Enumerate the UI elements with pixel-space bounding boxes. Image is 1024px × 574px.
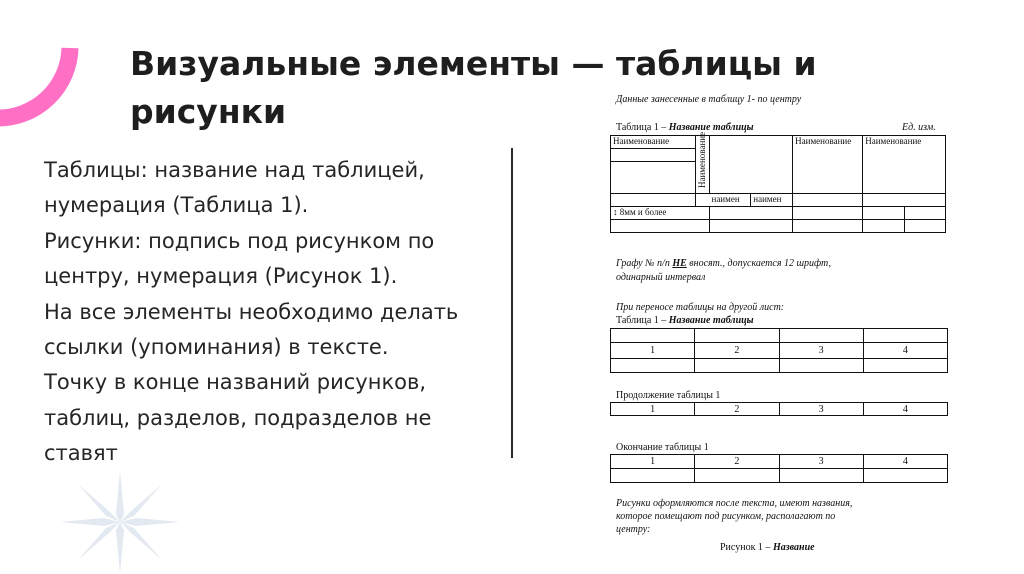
doc-figure-note-3: центру: [616, 524, 651, 535]
doc-cell-name-2: Наименование [793, 136, 863, 194]
references-paragraph: На все элементы необходимо делать ссылки (упоминания) в тексте. [44, 299, 459, 360]
figures-paragraph: Рисунки: подпись под рисунком по центру, нумерация (Рисунок 1). [44, 228, 435, 289]
doc-graph-note: Графу № п/п НЕ вносят., допускается 12 шрифт, [616, 258, 831, 269]
doc-figure-caption: Рисунок 1 – Название [720, 542, 815, 553]
doc-transfer-note: При переносе таблицы на другой лист: [616, 302, 785, 313]
doc-cell-row-height: ↕ 8мм и более [611, 207, 710, 220]
tables-paragraph: Таблицы: название над таблицей, нумерация (Таблица 1). [44, 158, 425, 218]
doc-sample-table [610, 131, 946, 233]
slide-body [44, 153, 504, 472]
doc-cell-name-3: Наименование [863, 136, 946, 194]
doc-figure-note-1: Рисунки оформляются после текста, имеют названия, [616, 498, 853, 509]
doc-transfer-table: 1 2 3 4 [610, 328, 948, 373]
doc-figure-note-2: которое помещают под рисунком, располагают по [616, 511, 836, 522]
doc-cont-caption: Продолжение таблицы 1 [616, 390, 721, 401]
doc-cell-short-2: наимен [751, 194, 793, 207]
doc-cell-short-1: наимен [710, 194, 751, 207]
document-image [610, 88, 955, 564]
doc-end-caption: Окончание таблицы 1 [616, 442, 709, 453]
doc-cell-name: Наименование [611, 136, 696, 149]
doc-note-centered: Данные занесенные в таблицу 1- по центру [616, 94, 802, 105]
doc-cont-table: 1 2 3 4 [610, 402, 948, 416]
doc-cell-vertical: Наименование [696, 136, 710, 194]
decorative-star-icon [60, 470, 180, 574]
doc-transfer-caption: Таблица 1 – Название таблицы [616, 315, 754, 326]
vertical-divider [511, 148, 513, 458]
slide-title: Визуальные элементы — таблицы и рисунки [130, 44, 817, 131]
period-rule-paragraph: Точку в конце названий рисунков, таблиц, разделов, подразделов не ставят [44, 370, 432, 466]
doc-end-table: 1 2 3 4 [610, 454, 948, 483]
decorative-arc [0, 0, 100, 150]
doc-unit: Ед. изм. [902, 122, 936, 133]
doc-table-caption: Таблица 1 – Название таблицы [616, 122, 754, 133]
doc-graph-note-2: одинарный интервал [616, 272, 706, 283]
